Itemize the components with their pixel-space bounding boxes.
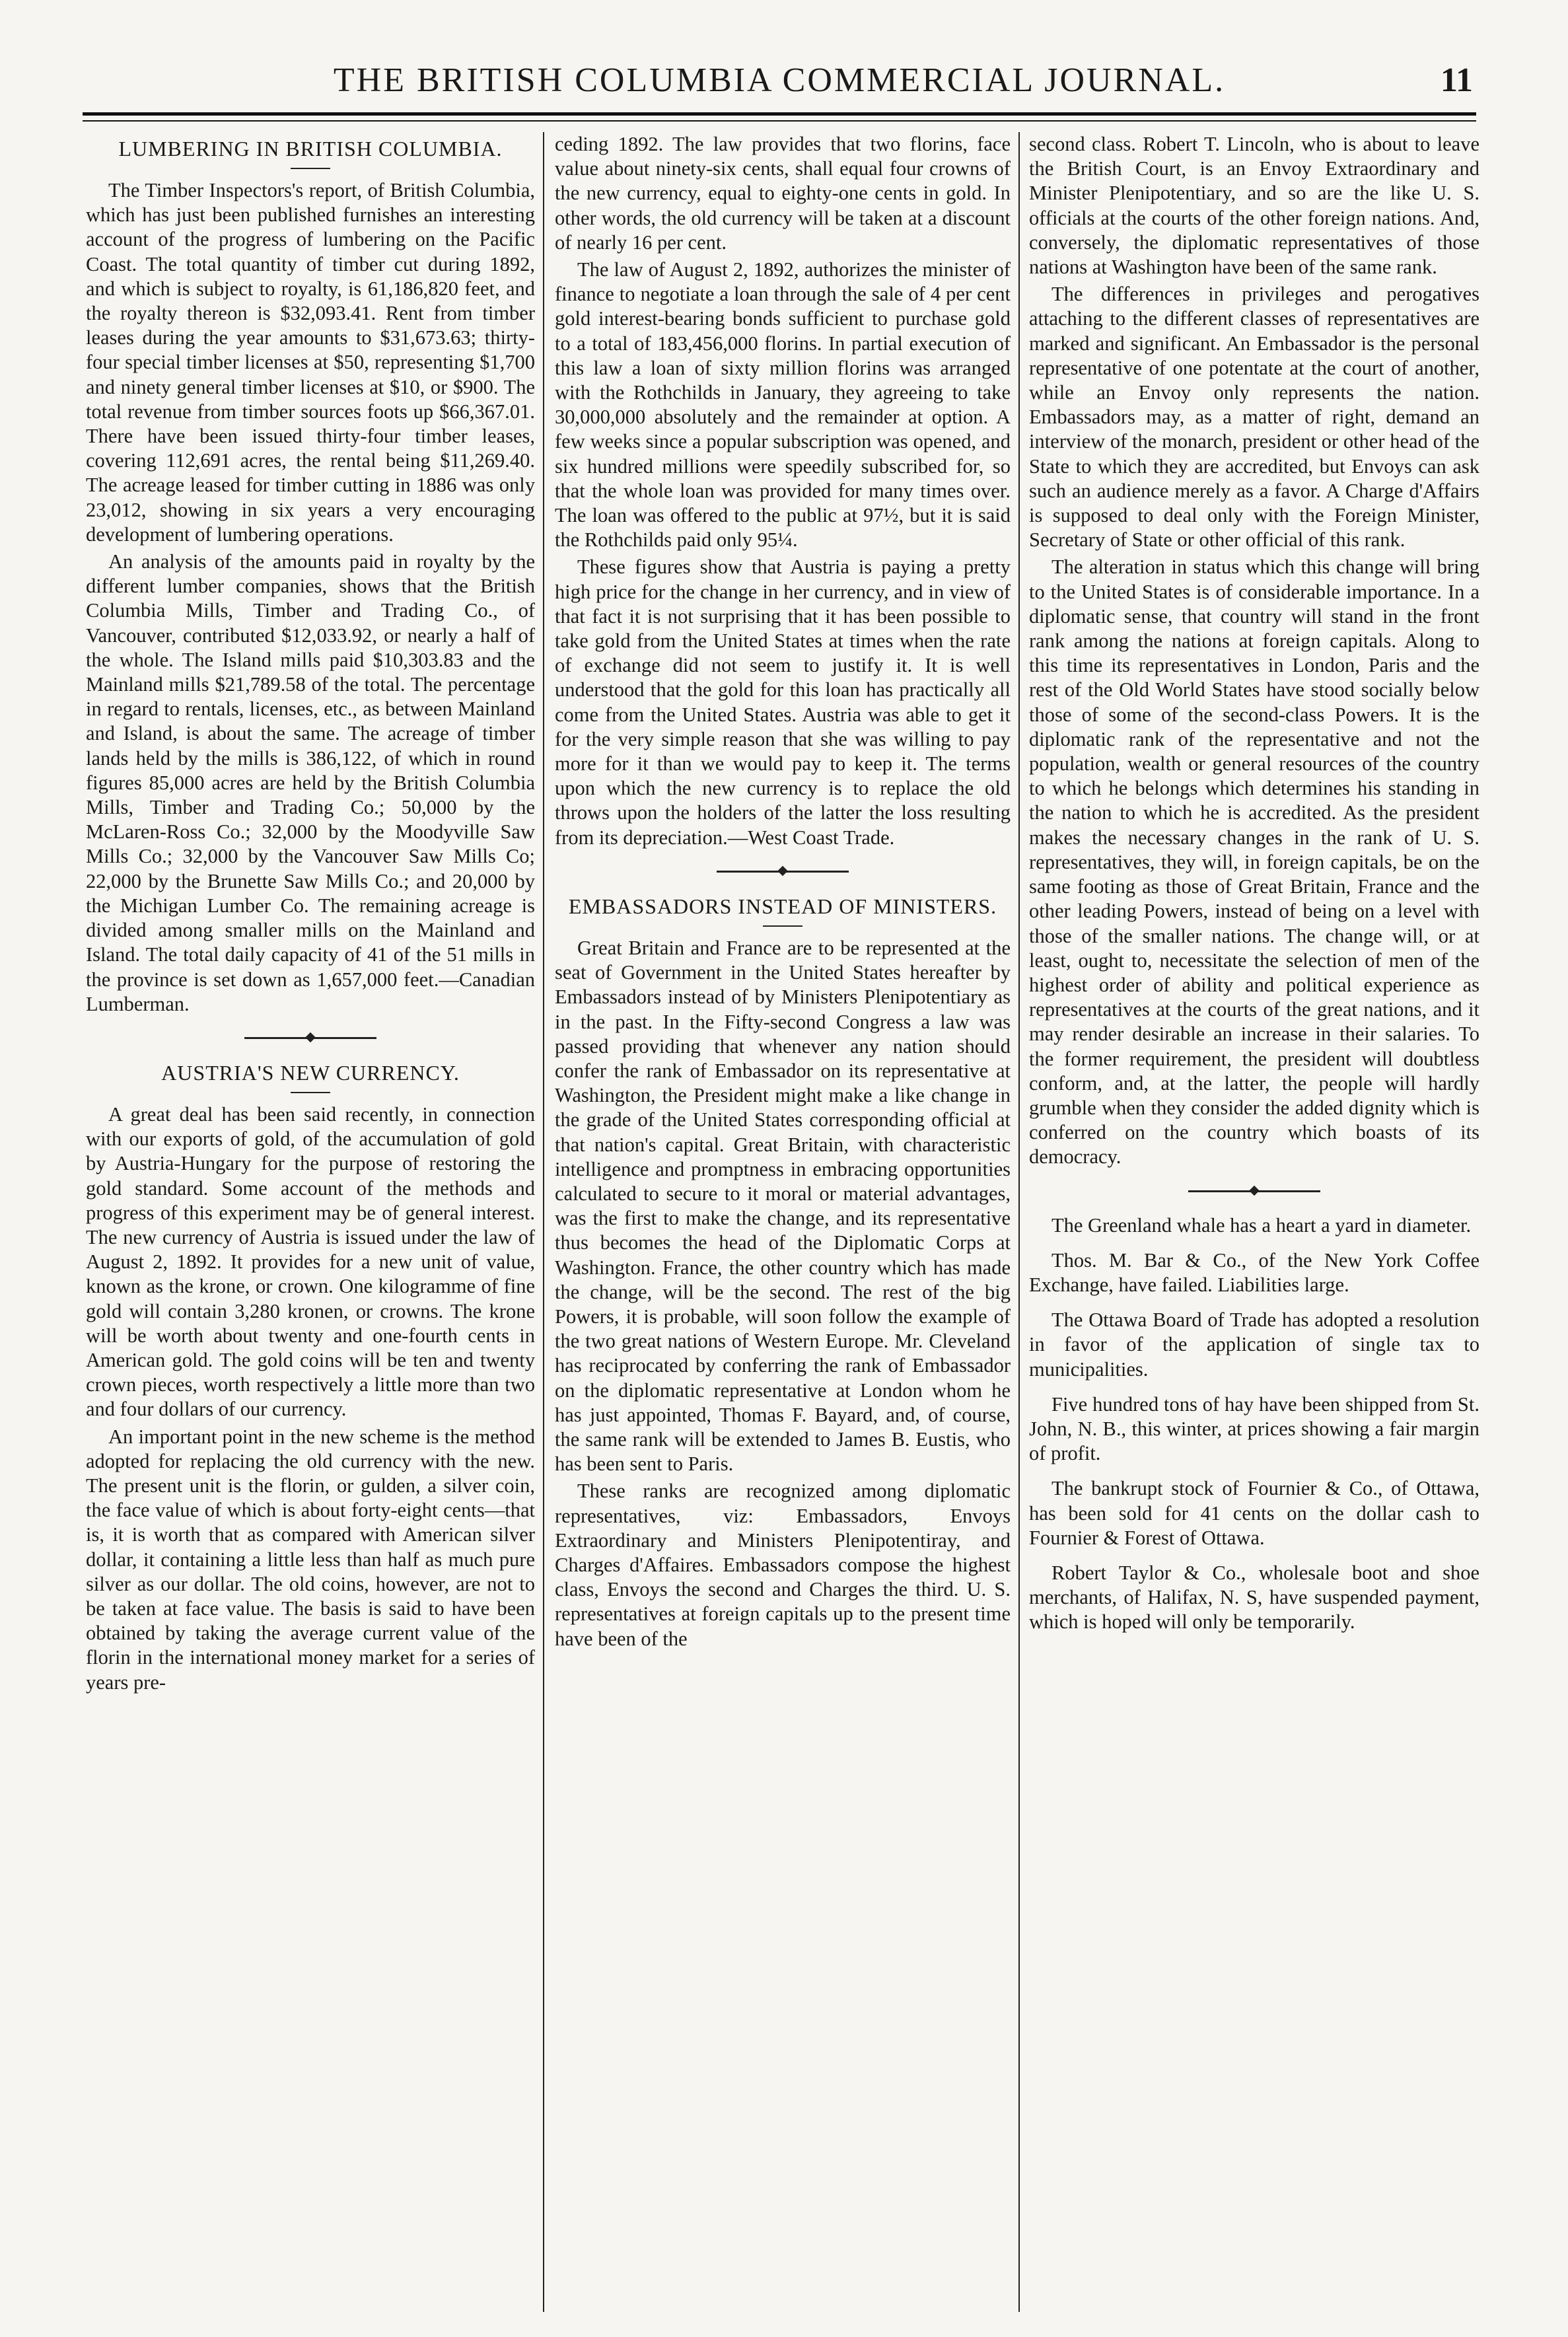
article-heading-lumbering: LUMBERING IN BRITISH COLUMBIA. [118,137,503,161]
paragraph: An analysis of the amounts paid in royalty by the different lumber companies, shows that the British Columbia Mills, Timber and Trading Co., of Vancouver, contributed $12,033.92, or nearly a half of the whole. The Island mills paid $10,303.83 and the Mainland mills $21,789.58 of the total. The percentage in regard to rentals, licenses, etc., as between Mainland and Island, is about the same. The acreage of timber lands held by the mills is 386,122, of which in round figures 85,000 acres are held by the British Columbia Mills, Timber and Trading Co.; 50,000 by the McLaren-Ross Co.; 32,000 by the Moodyville Saw Mills Co.; 32,000 by the Vancouver Saw Mills Co; 22,000 by the Brunette Saw Mills Co.; and 20,000 by the Michigan Lumber Co. The remaining acreage is divided among smaller mills on the Mainland and Island. The total daily capacity of 41 of the 51 mills in the province is set down as 1,657,000 feet.—Canadian Lumberman. [86,550,535,1015]
page-number: 11 [1440,61,1473,99]
paragraph: The differences in privileges and perogatives attaching to the different classes of representatives are marked and significant. An Embassador is the personal representative of one potentate at the court of another, while an Envoy only represents the nation. Embassadors may, as a matter of right, demand an interview of the monarch, president or other head of the State to which they are accredited, but Envoys can ask such an audience merely as a favor. A Charge d'Affairs is supposed to deal only with the Foreign Minister, Secretary of State or other official of this rank. [1029,283,1479,552]
paragraph: ceding 1892. The law provides that two florins, face value about ninety-six cents, shall equal four crowns of the new currency, equal to eighty-one cents in gold. In other words, the old currency will be taken at a discount of nearly 16 per cent. [555,133,1011,254]
paragraph: An important point in the new scheme is the method adopted for replacing the old currency with the new. The present unit is the florin, or gulden, a silver coin, the face value of which is about forty-eight cents—that is, it is worth that as compared with American silver dollar, it containing a little less than half as much pure silver as our dollar. The old coins, however, are not to be taken at face value. The basis is said to have been obtained by taking the average current value of the florin in the international money market for a series of years pre- [86,1425,535,1694]
article-heading-austria: AUSTRIA'S NEW CURRENCY. [161,1060,460,1085]
article-separator [1188,1187,1320,1195]
header-rule [83,112,1476,116]
masthead [86,61,1473,107]
paragraph: A great deal has been said recently, in connection with our exports of gold, of the accumulation of gold by Austria-Hungary for the purpose of restoring the gold standard. Some account of the methods and progress of this experiment may be of general interest. The new currency of Austria is issued under the law of August 2, 1892. It provides for a new unit of value, known as the krone, or crown. One kilogramme of fine gold will contain 3,280 kronen, or crowns. The krone will be worth about twenty and one-fourth cents in American gold. The gold coins will be ten and twenty crown pieces, worth respectively a little more than two and four dollars of our currency. [86,1102,535,1421]
brief-item: The Greenland whale has a heart a yard in diameter. [1051,1213,1472,1237]
heading-dash [763,925,802,927]
paragraph: These ranks are recognized among diplomatic representatives, viz: Embassadors, Envoys Extraordinary and Ministers Plenipotentiray, and Charges d'Affaires. Embassadors compose the highest class, Envoys the second and Charges the third. U. S. representatives at foreign capitals up to the present time have been of the [555,1480,1011,1650]
brief-item: Thos. M. Bar & Co., of the New York Coffee Exchange, have failed. Liabilities large. [1029,1248,1479,1296]
paragraph: The Timber Inspectors's report, of British Columbia, which has just been published furnishes an interesting account of the progress of lumbering on the Pacific Coast. The total quantity of timber cut during 1892, and which is subject to royalty, is 61,186,820 feet, and the royalty thereon is $32,093.41. Rent from timber leases during the year amounts to $31,673.63; thirty-four special timber licenses at $50, representing $1,700 and ninety general timber licenses at $10, or $900. The total revenue from timber sources foots up $66,367.01. There have been issued thirty-four timber leases, covering 112,691 acres, the rental being $11,269.40. The acreage leased for timber cutting in 1886 was only 23,012, showing in six years a very encouraging development of lumbering operations. [86,179,535,546]
article-heading-embassadors: EMBASSADORS INSTEAD OF MINISTERS. [568,894,997,918]
publication-title: THE BRITISH COLUMBIA COMMERCIAL JOURNAL. [333,61,1226,99]
column-1 [86,132,535,2312]
column-3 [1029,132,1479,2312]
heading-dash [291,168,330,169]
brief-item: Robert Taylor & Co., wholesale boot and shoe merchants, of Halifax, N. S, have suspended payment, which is hoped will only be temporarily. [1029,1561,1479,1634]
paragraph: The alteration in status which this change will bring to the United States is of considerable importance. In a diplomatic sense, that country will stand in the front rank among the nations at foreign capitals. Along to this time its representatives in London, Paris and the rest of the Old World States have stood socially below those of some of the second-class Powers. It is the diplomatic rank of the representative and not the population, wealth or general resources of the country to which he belongs which determines his standing in the nation to which he is accredited. As the president makes the necessary changes in the rank of U. S. representatives, they will, in foreign capitals, be on the same footing as those of Great Britain, France and the other leading Powers, instead of being on a level with those of the smaller nations. The change will, or at least, ought to, necessitate the selection of men of the highest order of ability and political experience as representatives at the courts of the great nations, and it may render desirable an increase in their salaries. To the former requirement, the president will doubtless conform, and, at the latter, the people will hardly grumble when they consider the added dignity which is conferred on the country which boasts of its democracy. [1029,556,1479,1168]
article-separator [244,1034,376,1042]
paragraph: second class. Robert T. Lincoln, who is about to leave the British Court, is an Envoy Extraordinary and Minister Plenipotentiary, and so are the like U. S. officials at the courts of the other foreign nations. And, conversely, the diplomatic representatives of those nations at Washington have been of the same rank. [1029,133,1479,279]
column-divider [1018,132,1020,2312]
article-separator [717,867,849,875]
column-2 [555,132,1011,2312]
paragraph: Great Britain and France are to be represented at the seat of Government in the United States hereafter by Embassadors instead of by Ministers Plenipotentiary as in the past. In the Fifty-second Congress a law was passed providing that whenever any nation should confer the rank of Embassador on its representative at Washington, the President might make a like change in the grade of the United States corresponding official at that nation's capital. Great Britain, with characteristic intelligence and promptness in embracing opportunities calculated to secure to it moral or material advantages, was the first to make the change, and its representative thus becomes the head of the Diplomatic Corps at Washington. France, the other country which has made the change, will be the second. The rest of the big Powers, it is probable, will soon follow the example of the two great nations of Western Europe. Mr. Cleveland has reciprocated by conferring the rank of Embassador on the diplomatic representative at London whom he has just appointed, Thomas F. Bayard, and, of course, the same rank will be extended to James B. Eustis, who has been sent to Paris. [555,936,1011,1476]
heading-dash [291,1092,330,1093]
brief-item: Five hundred tons of hay have been shipped from St. John, N. B., this winter, at prices showing a fair margin of profit. [1029,1392,1479,1465]
column-divider [543,132,544,2312]
brief-item: The Ottawa Board of Trade has adopted a resolution in favor of the application of single tax to municipalities. [1029,1309,1479,1381]
brief-item: The bankrupt stock of Fournier & Co., of Ottawa, has been sold for 41 cents on the dollar cash to Fournier & Forest of Ottawa. [1029,1477,1479,1549]
header-rule-thin [83,120,1476,122]
paragraph: The law of August 2, 1892, authorizes the minister of finance to negotiate a loan through the sale of 4 per cent gold interest-bearing bonds sufficient to purchase gold to a total of 183,456,000 florins. In partial execution of this law a loan of sixty million florins was arranged with the Rothchilds in January, they agreeing to take 30,000,000 absolutely and the remainder at option. A few weeks since a popular subscription was opened, and six hundred millions were speedily subscribed for, so that the whole loan was provided for many times over. The loan was offered to the public at 97½, but it is said the Rothchilds paid only 95¼. [555,258,1011,552]
paragraph: These figures show that Austria is paying a pretty high price for the change in her currency, and in view of that fact it is not surprising that it has been possible to take gold from the United States at times when the rate of exchange did not seem to justify it. It is well understood that the gold for this loan has practically all come from the United States. Austria was able to get it for the very simple reason that she was willing to pay more for it than we would pay to keep it. The terms upon which the new currency is to replace the old throws upon the holders of the latter the loss resulting from its depreciation.—West Coast Trade. [555,556,1011,849]
